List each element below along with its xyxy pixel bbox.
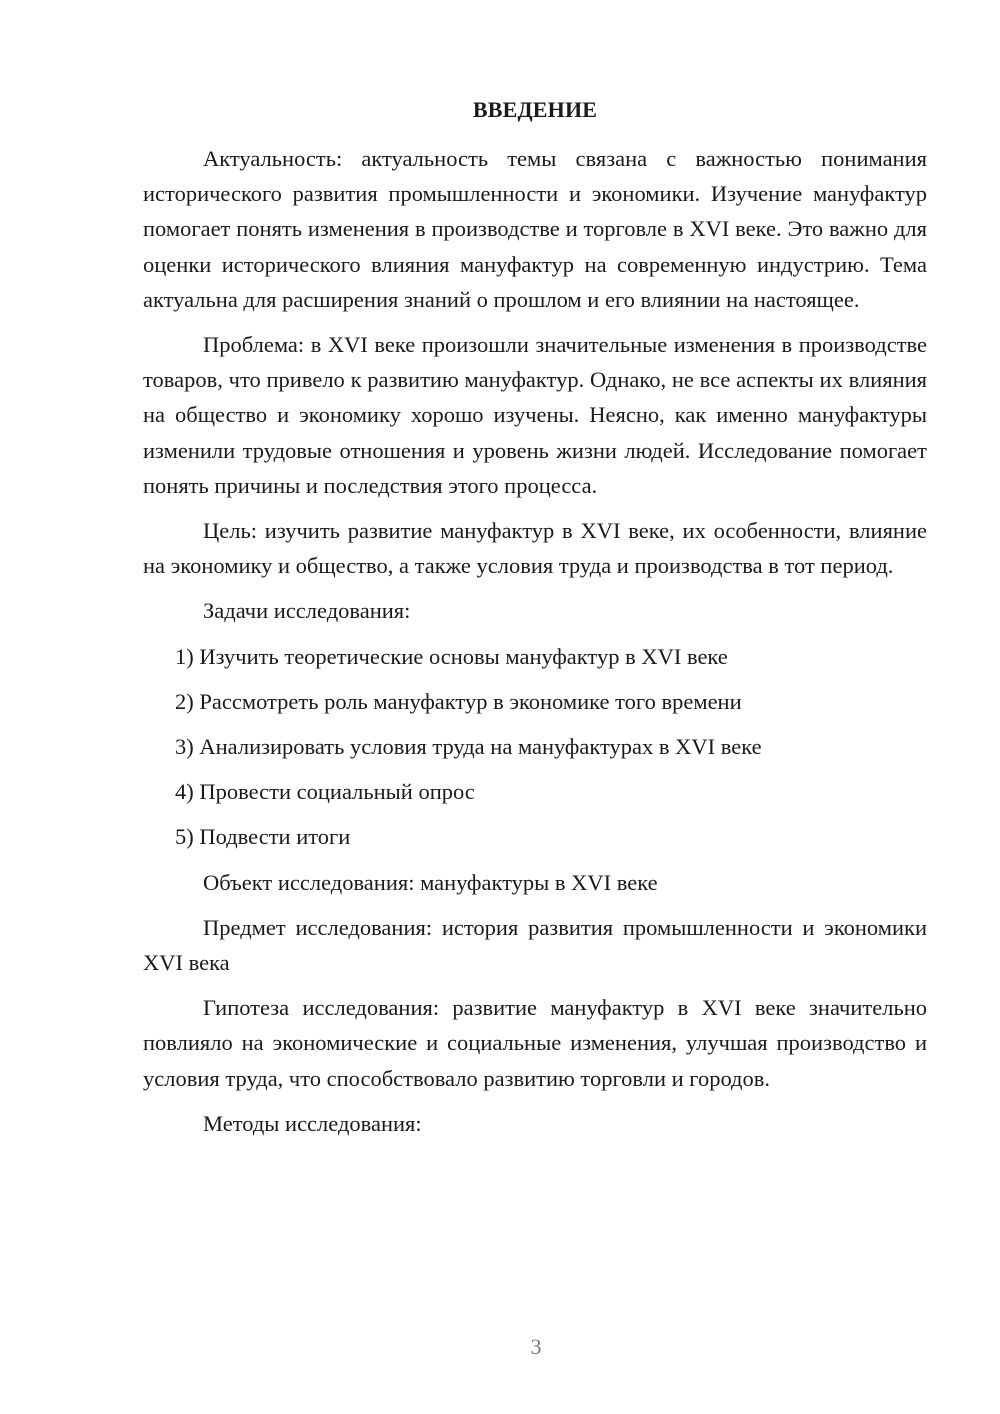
- paragraph-relevance: Актуальность: актуальность темы связана с важностью понимания исторического развития промышленности и экономики. Изучение мануфактур помогает понять изменения в производстве и торговле в XVI веке. Это важно для оценки исторического влияния мануфактур на современную индустрию. Тема актуальна для расширения знаний о прошлом и его влиянии на настоящее.: [143, 146, 927, 312]
- page-content: [143, 94, 927, 1151]
- list-item: 3) Анализировать условия труда на мануфактурах в XVI веке: [175, 734, 762, 760]
- list-item: 4) Провести социальный опрос: [175, 779, 475, 805]
- paragraph-hypothesis: Гипотеза исследования: развитие мануфактур в XVI веке значительно повлияло на экономические и социальные изменения, улучшая производство и условия труда, что способствовало развитию торговли и городов.: [143, 995, 927, 1091]
- page-number: 3: [530, 1334, 542, 1359]
- paragraph-goal: Цель: изучить развитие мануфактур в XVI веке, их особенности, влияние на экономику и общество, а также условия труда и производства в тот период.: [143, 518, 927, 579]
- list-item: 5) Подвести итоги: [175, 824, 351, 850]
- paragraph-problem: Проблема: в XVI веке произошли значительные изменения в производстве товаров, что привело к развитию мануфактур. Однако, не все аспекты их влияния на общество и экономику хорошо изучены. Неясно, как именно мануфактуры изменили трудовые отношения и уровень жизни людей. Исследование помогает понять причины и последствия этого процесса.: [143, 332, 927, 498]
- paragraph-subject: Предмет исследования: история развития промышленности и экономики XVI века: [143, 914, 927, 976]
- paragraph-tasks-heading: Задачи исследования:: [203, 598, 411, 624]
- paragraph-methods: Методы исследования:: [203, 1110, 422, 1136]
- paragraph-object: Объект исследования: мануфактуры в XVI веке: [203, 869, 658, 895]
- list-item: 1) Изучить теоретические основы мануфактур в XVI веке: [175, 643, 728, 669]
- list-item: 2) Рассмотреть роль мануфактур в экономике того времени: [175, 688, 742, 714]
- section-heading: ВВЕДЕНИЕ: [472, 97, 598, 122]
- tasks-list: [143, 639, 927, 855]
